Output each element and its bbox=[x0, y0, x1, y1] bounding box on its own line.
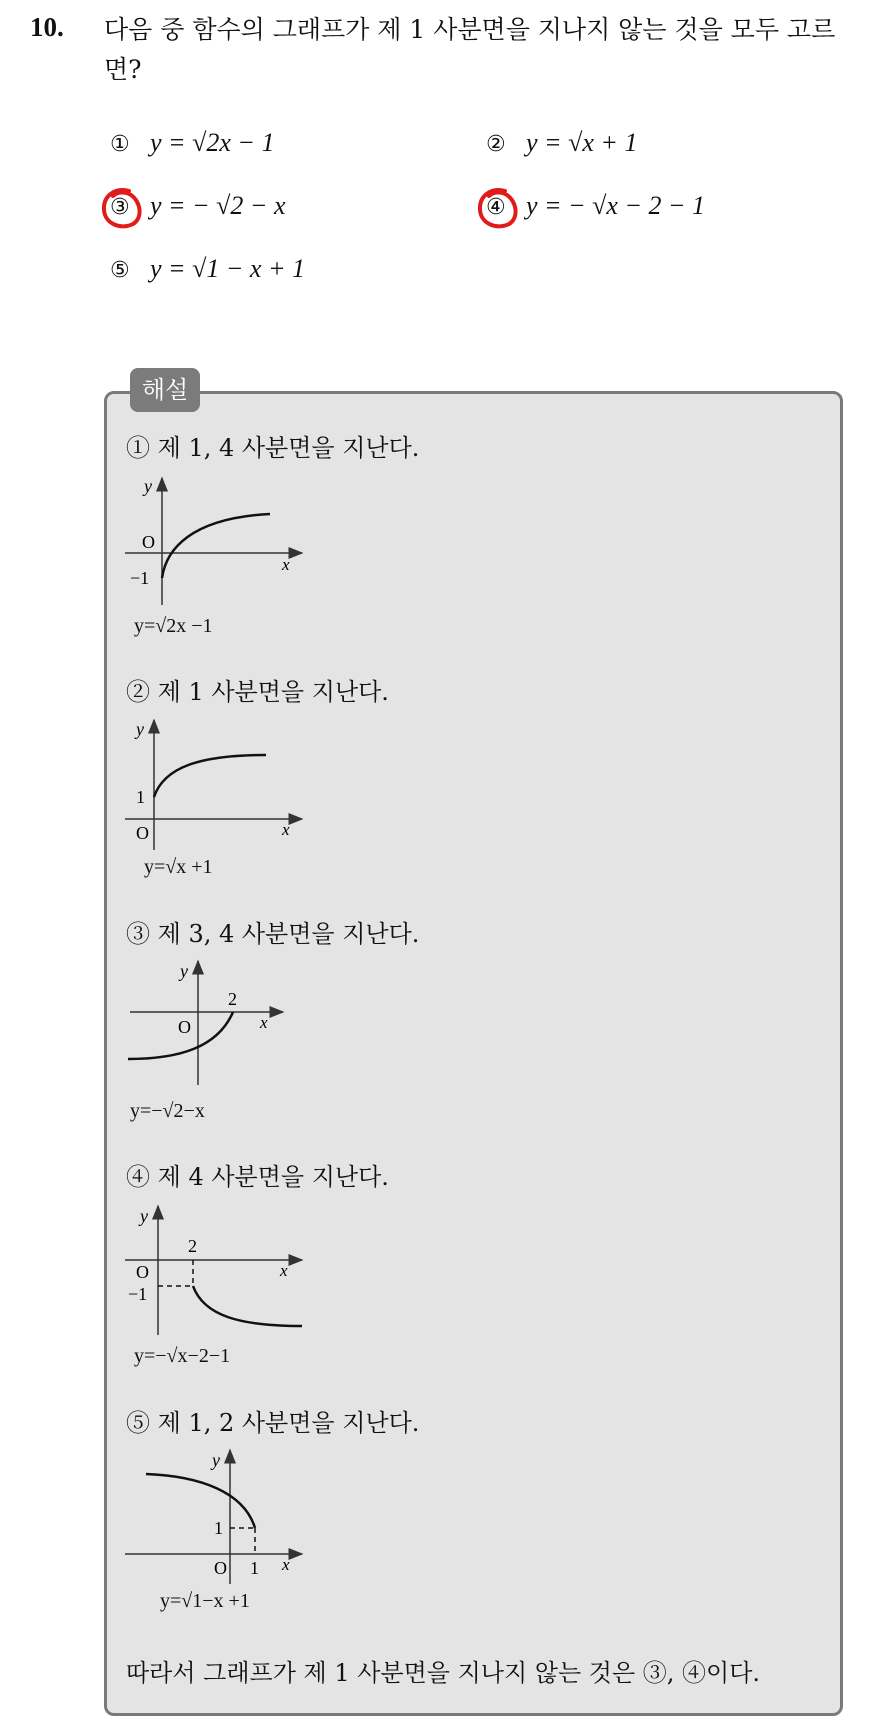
origin-label: O bbox=[178, 1017, 191, 1037]
graph-2-equation: y=√x +1 bbox=[144, 856, 213, 878]
choice-2[interactable] bbox=[486, 128, 637, 158]
graph-1 bbox=[120, 470, 310, 610]
solution-item-1: ① 제 1, 4 사분면을 지난다. bbox=[126, 434, 420, 462]
y-axis-label: y bbox=[140, 1206, 148, 1226]
x-tick-label: 2 bbox=[228, 989, 237, 1009]
choice-formula: y = − √2 − x bbox=[150, 191, 286, 220]
x-axis-label: x bbox=[282, 1555, 290, 1574]
choice-number: ② bbox=[486, 132, 506, 157]
choice-number: ④ bbox=[486, 195, 506, 220]
x-axis-label: x bbox=[260, 1013, 268, 1032]
choice-1[interactable] bbox=[110, 128, 274, 158]
choice-number: ① bbox=[110, 132, 130, 157]
y-axis-label: y bbox=[136, 719, 144, 739]
y-axis-label: y bbox=[144, 476, 152, 496]
choice-number: ③ bbox=[110, 195, 130, 220]
choice-5[interactable] bbox=[110, 254, 305, 284]
choice-number: ⑤ bbox=[110, 258, 130, 283]
choice-formula: y = √x + 1 bbox=[526, 128, 638, 157]
choice-formula: y = − √x − 2 − 1 bbox=[526, 191, 706, 220]
graph-3-equation: y=−√2−x bbox=[130, 1100, 205, 1122]
solution-item-5: ⑤ 제 1, 2 사분면을 지난다. bbox=[126, 1409, 420, 1437]
x-axis-label: x bbox=[282, 555, 290, 574]
y-tick-label: −1 bbox=[128, 1284, 148, 1304]
selection-circle-mark bbox=[99, 186, 145, 232]
origin-label: O bbox=[136, 1262, 149, 1282]
y-tick-label: 1 bbox=[214, 1518, 223, 1538]
choice-formula: y = √2x − 1 bbox=[150, 128, 275, 157]
selection-circle-mark bbox=[475, 186, 521, 232]
origin-label: O bbox=[142, 532, 155, 552]
choice-formula: y = √1 − x + 1 bbox=[150, 254, 305, 283]
x-axis-label: x bbox=[282, 820, 290, 839]
y-axis-label: y bbox=[212, 1450, 220, 1470]
graph-5-equation: y=√1−x +1 bbox=[160, 1590, 250, 1612]
x-tick-label: 1 bbox=[250, 1558, 259, 1578]
question-number: 10. bbox=[30, 12, 64, 42]
solution-item-4: ④ 제 4 사분면을 지난다. bbox=[126, 1163, 389, 1191]
graph-4 bbox=[120, 1200, 310, 1340]
solution-item-2: ② 제 1 사분면을 지난다. bbox=[126, 678, 389, 706]
solution-item-3: ③ 제 3, 4 사분면을 지난다. bbox=[126, 920, 420, 948]
question-text: 다음 중 함수의 그래프가 제 1 사분면을 지나지 않는 것을 모두 고르면? bbox=[104, 15, 836, 84]
solution-tag: 해설 bbox=[130, 368, 200, 412]
x-tick-label: 2 bbox=[188, 1236, 197, 1256]
graph-2 bbox=[120, 715, 310, 855]
graph-1-equation: y=√2x −1 bbox=[134, 615, 213, 637]
x-axis-label: x bbox=[280, 1261, 288, 1280]
graph-4-equation: y=−√x−2−1 bbox=[134, 1345, 231, 1367]
origin-label: O bbox=[214, 1558, 227, 1578]
y-tick-label: 1 bbox=[136, 787, 145, 807]
graph-5 bbox=[120, 1444, 310, 1589]
solution-conclusion: 따라서 그래프가 제 1 사분면을 지나지 않는 것은 ③, ④이다. bbox=[126, 1659, 761, 1687]
graph-3 bbox=[120, 955, 310, 1095]
y-tick-label: −1 bbox=[130, 568, 150, 588]
origin-label: O bbox=[136, 823, 149, 843]
y-axis-label: y bbox=[180, 961, 188, 981]
